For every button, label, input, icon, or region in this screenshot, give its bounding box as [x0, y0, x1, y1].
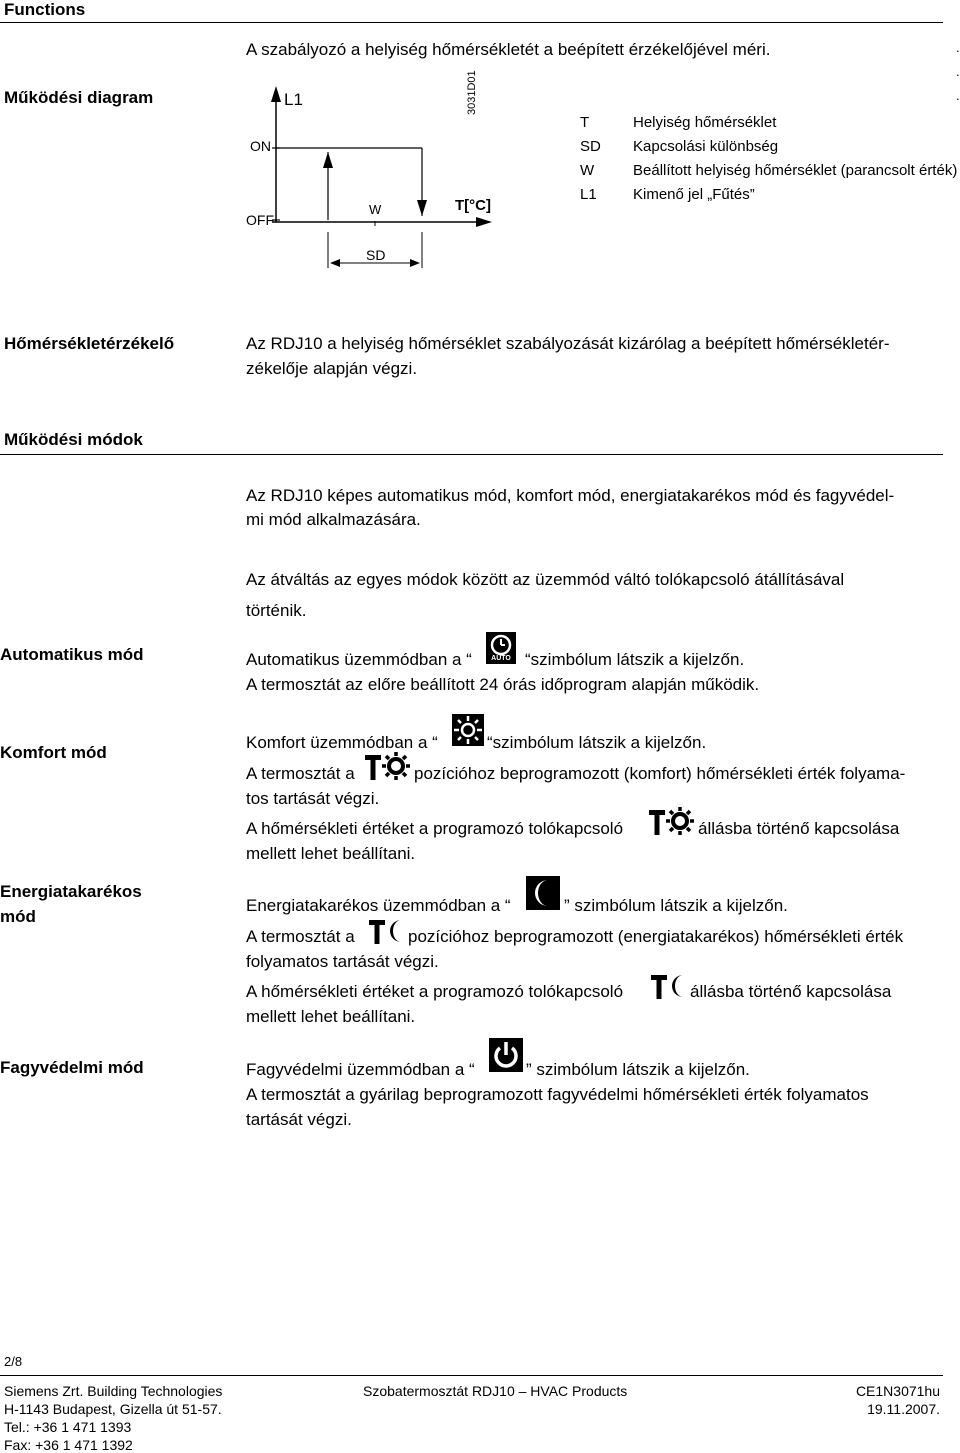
comfort-text: mellett lehet beállítani. — [246, 844, 416, 863]
footer-address: H-1143 Budapest, Gizella út 51-57. — [4, 1401, 222, 1417]
footer-company: Siemens Zrt. Building Technologies — [4, 1383, 223, 1399]
eco-text: mellett lehet beállítani. — [246, 1007, 416, 1026]
l1-label: L1 — [284, 90, 303, 109]
axis-label: T[°C] — [455, 197, 491, 214]
figure-code: 3031D01 — [466, 70, 478, 115]
legend-key: SD — [580, 138, 601, 155]
sensor-heading: Hőmérsékletérzékelő — [4, 334, 175, 353]
on-label: ON — [250, 138, 271, 154]
modes-text-line: mi mód alkalmazására. — [246, 510, 421, 529]
modes-rule — [0, 454, 943, 455]
footer-product: Szobatermosztát RDJ10 – HVAC Products — [363, 1383, 628, 1399]
margin-dot: . — [956, 64, 960, 79]
page-number: 2/8 — [4, 1354, 23, 1369]
comfort-text: “szimbólum látszik a kijelzőn. — [487, 733, 707, 752]
legend-key: W — [580, 162, 595, 179]
frost-text: Fagyvédelmi üzemmódban a “ — [246, 1060, 475, 1079]
eco-temp-moon-icon — [368, 917, 404, 945]
eco-text: A termosztát a — [246, 927, 355, 946]
eco-text: pozícióhoz beprogramozott (energiatakarékos) hőmérsékleti érték — [408, 927, 904, 946]
comfort-text: A termosztát a — [246, 764, 355, 783]
frost-text: A termosztát a gyárilag beprogramozott fagyvédelmi hőmérsékleti érték folyamatos — [246, 1085, 869, 1104]
section-title: Functions — [4, 0, 86, 19]
comfort-heading: Komfort mód — [0, 743, 107, 762]
eco-text: A hőmérsékleti értéket a programozó tolókapcsoló — [246, 982, 624, 1001]
sd-label: SD — [366, 247, 386, 263]
footer-date: 19.11.2007. — [867, 1401, 940, 1417]
intro-text: A szabályozó a helyiség hőmérsékletét a beépített érzékelőjével méri. — [246, 40, 771, 59]
auto-text: Automatikus üzemmódban a “ — [246, 650, 472, 669]
legend-key: L1 — [580, 186, 597, 203]
header-rule — [0, 22, 943, 23]
eco-heading: mód — [0, 907, 36, 926]
footer-tel: Tel.: +36 1 471 1393 — [4, 1419, 132, 1435]
operating-diagram — [240, 82, 500, 272]
comfort-text: állásba történő kapcsolása — [698, 819, 900, 838]
legend-desc: Beállított helyiség hőmérséklet (parancsolt érték) — [633, 162, 958, 179]
eco-heading: Energiatakarékos — [0, 882, 142, 901]
frost-text: ” szimbólum látszik a kijelzőn. — [526, 1060, 750, 1079]
footer-rule — [0, 1375, 943, 1376]
diagram-heading: Működési diagram — [4, 88, 154, 107]
legend-desc: Helyiség hőmérséklet — [633, 114, 777, 131]
footer-doc-code: CE1N3071hu — [855, 1383, 940, 1399]
eco-text: ” szimbólum látszik a kijelzőn. — [564, 896, 788, 915]
modes-heading: Működési módok — [4, 430, 143, 449]
modes-text-line: Az átváltás az egyes módok között az üzemmód váltó tolókapcsoló átállításával — [246, 570, 845, 589]
margin-dot: . — [956, 88, 960, 103]
w-label: W — [369, 202, 382, 217]
auto-badge-text: AUTO — [491, 655, 511, 662]
eco-text: állásba történő kapcsolása — [690, 982, 892, 1001]
comfort-text: A hőmérsékleti értéket a programozó tolókapcsoló — [246, 819, 624, 838]
power-icon — [489, 1038, 523, 1072]
auto-text: A termosztát az előre beállított 24 órás időprogram alapján működik. — [246, 675, 760, 694]
comfort-temp-sun-icon — [648, 807, 694, 837]
sensor-text-line: Az RDJ10 a helyiség hőmérséklet szabályozását kizárólag a beépített hőmérsékletér- — [246, 334, 890, 353]
auto-clock-icon — [486, 632, 516, 664]
frost-text: tartását végzi. — [246, 1110, 352, 1129]
modes-text-line: Az RDJ10 képes automatikus mód, komfort mód, energiatakarékos mód és fagyvédel- — [246, 486, 895, 505]
moon-icon — [526, 876, 560, 910]
margin-dot: . — [956, 40, 960, 55]
comfort-text: Komfort üzemmódban a “ — [246, 733, 438, 752]
legend-desc: Kimenő jel „Fűtés” — [633, 186, 755, 203]
eco-text: folyamatos tartását végzi. — [246, 952, 439, 971]
comfort-text: tos tartását végzi. — [246, 789, 380, 808]
legend-key: T — [580, 114, 590, 131]
sun-icon — [452, 714, 484, 746]
off-label: OFF — [246, 212, 274, 228]
comfort-temp-sun-icon — [364, 752, 410, 782]
footer-fax: Fax: +36 1 471 1392 — [4, 1437, 133, 1453]
comfort-text: pozícióhoz beprogramozott (komfort) hőmérsékleti érték folyama- — [414, 764, 906, 783]
legend-desc: Kapcsolási különbség — [633, 138, 779, 155]
auto-heading: Automatikus mód — [0, 645, 144, 664]
eco-text: Energiatakarékos üzemmódban a “ — [246, 896, 511, 915]
auto-text: “szimbólum látszik a kijelzőn. — [525, 650, 745, 669]
modes-text-line: történik. — [246, 601, 307, 620]
frost-heading: Fagyvédelmi mód — [0, 1058, 144, 1077]
sensor-text-line: zékelője alapján végzi. — [246, 359, 418, 378]
eco-temp-moon-icon — [650, 972, 686, 1000]
